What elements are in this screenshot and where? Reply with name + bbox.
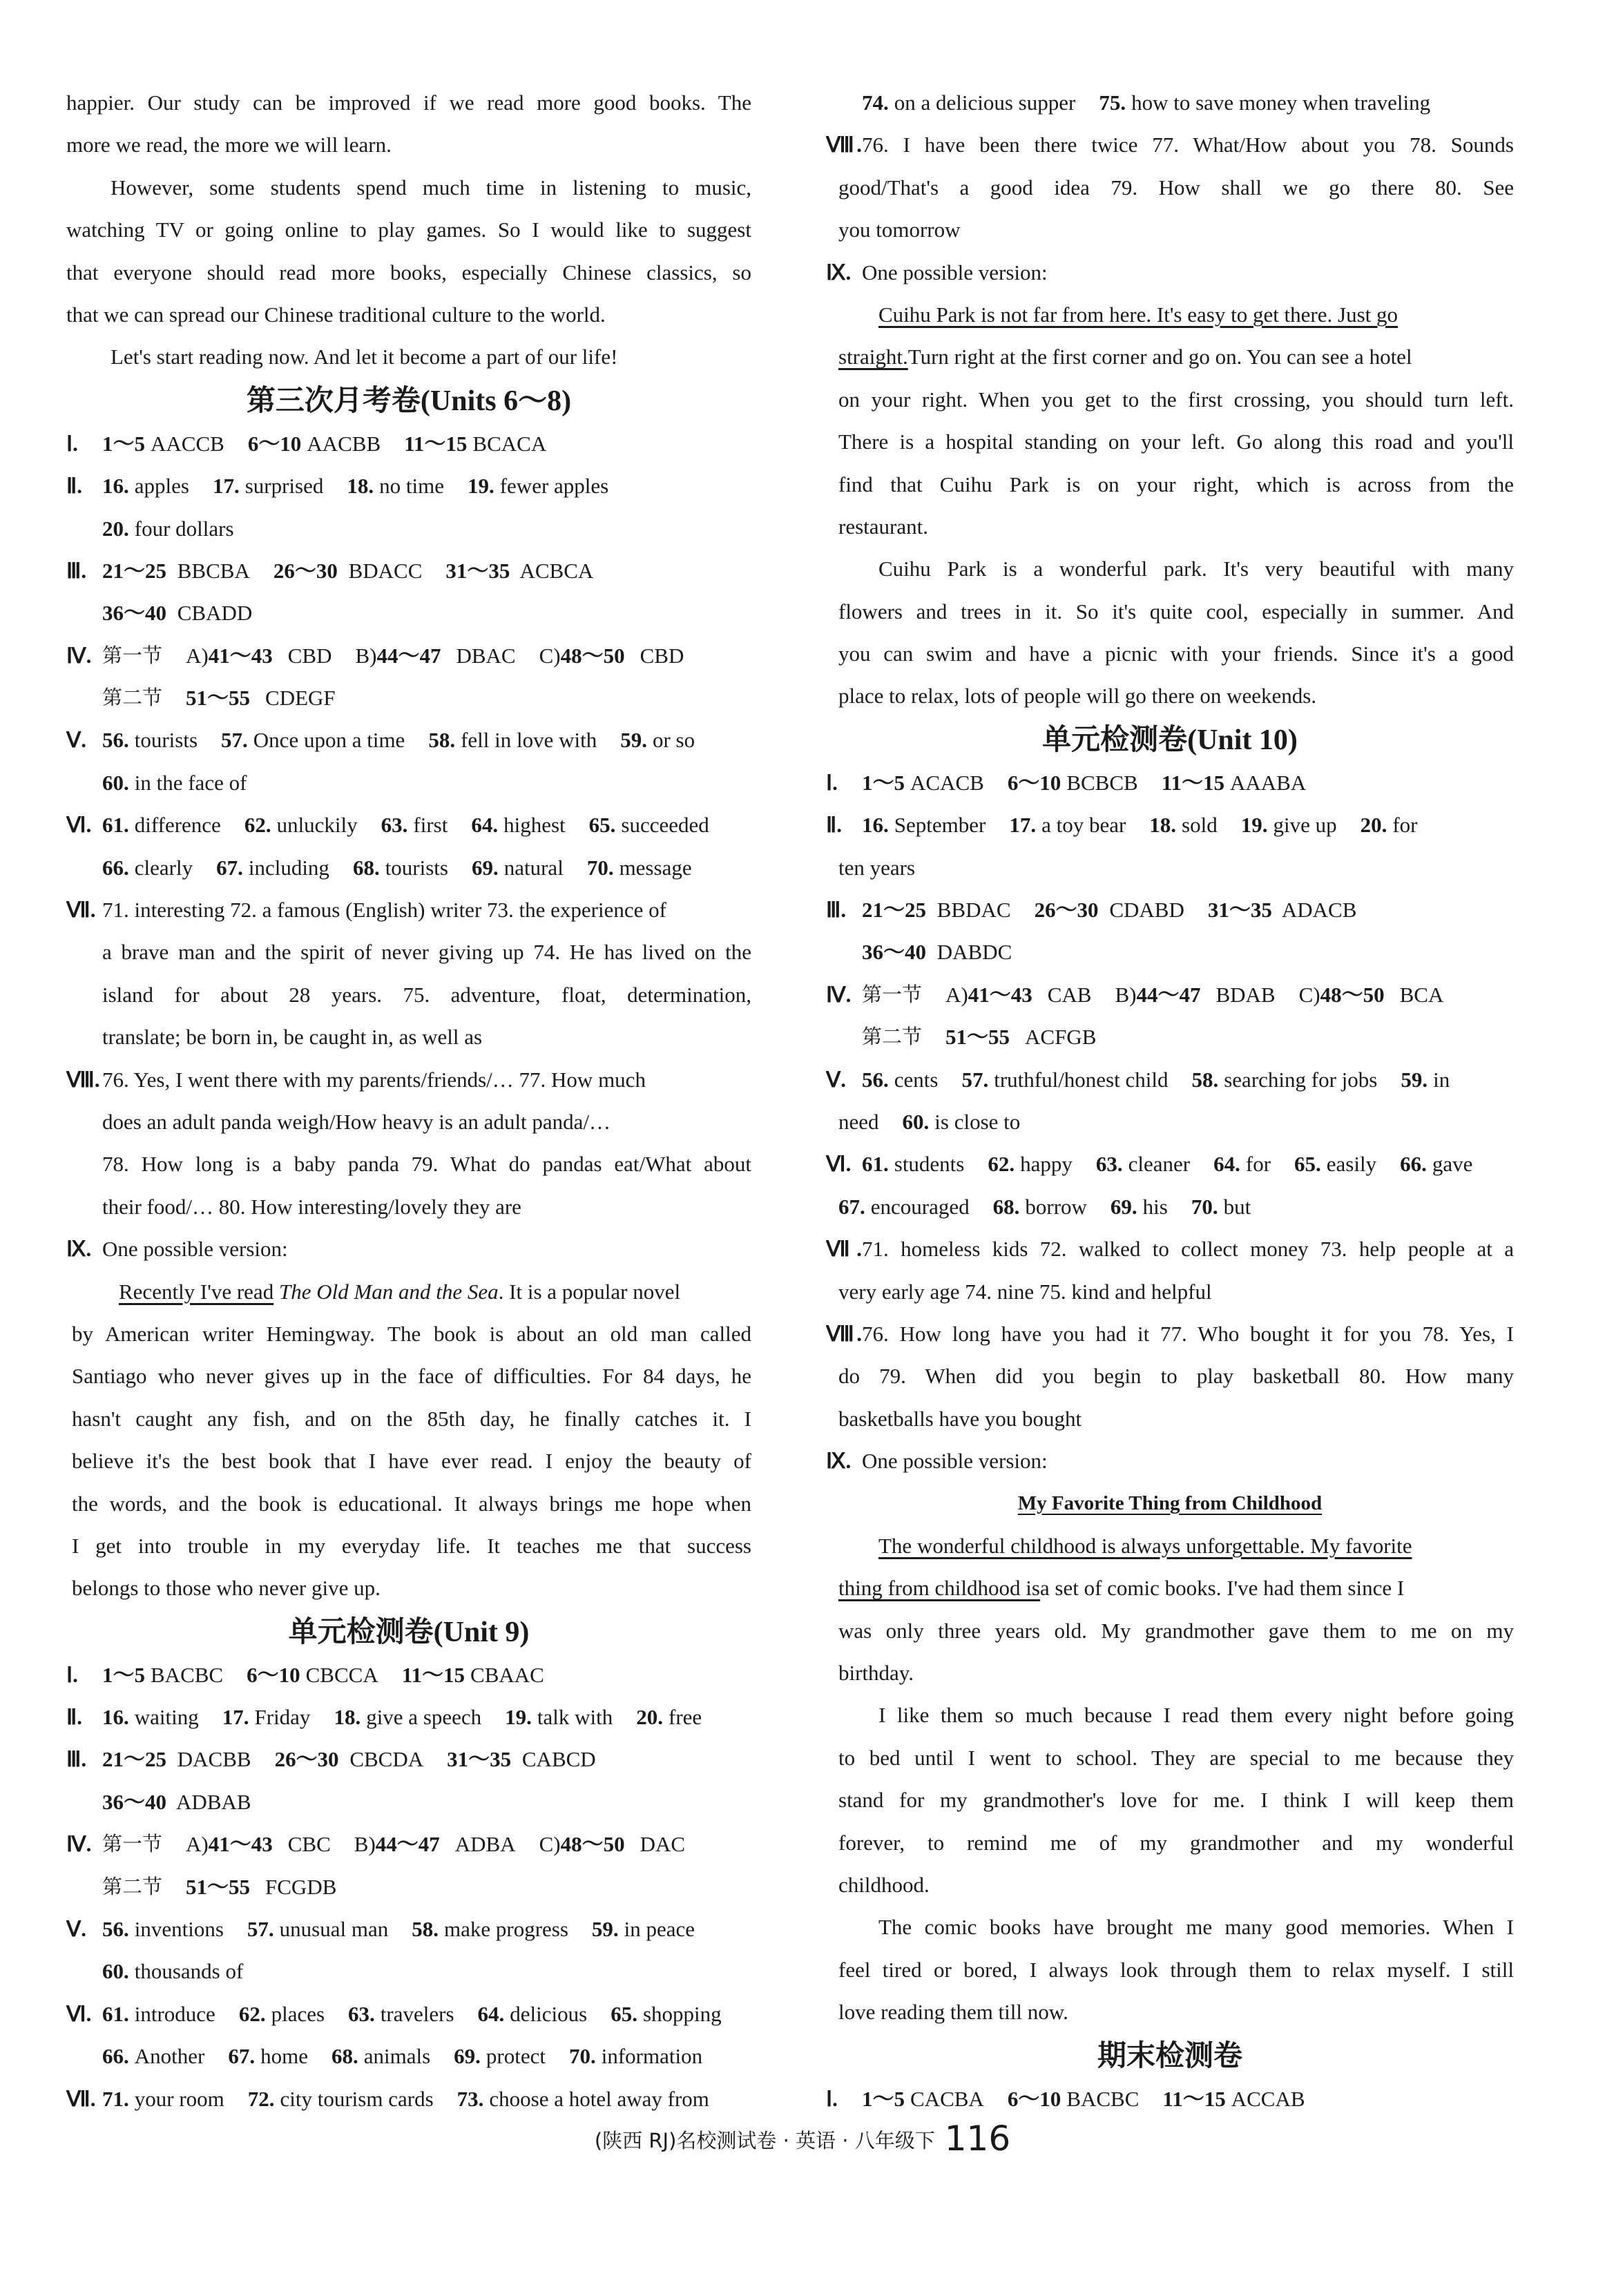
answer-row: Ⅷ.76. I have been there twice 77. What/How about you 78. Sounds (826, 133, 1514, 157)
answer-row: need 60. is close to (838, 1109, 1021, 1134)
text-line: However, some students spend much time in listening to music, (110, 175, 751, 200)
left-column (66, 81, 751, 2120)
answer-row: Ⅰ. 1～5 BACBC 6～10 CBCCA 11～15 CBAAC (66, 1662, 544, 1687)
answer-row: island for about 28 years. 75. adventure, float, determination, (102, 982, 751, 1007)
answer-row: Ⅴ. 56. inventions 57. unusual man 58. make progress 59. in peace (66, 1917, 695, 1942)
essay-line: place to relax, lots of people will go there on weekends. (838, 684, 1317, 708)
right-column (826, 81, 1514, 2120)
answer-row: very early age 74. nine 75. kind and helpful (838, 1279, 1212, 1304)
answer-row: Ⅵ. 61. difference 62. unluckily 63. first 64. highest 65. succeeded (66, 813, 709, 838)
essay-line: I like them so much because I read them every night before going (878, 1703, 1514, 1728)
answer-row: does an adult panda weigh/How heavy is an adult panda/… (102, 1109, 611, 1134)
essay-line: straight. Turn right at the first corner and go on. You can see a hotel (838, 345, 1412, 369)
text-line: happier. Our study can be improved if we read more good books. The (66, 90, 751, 115)
answer-row: do 79. When did you begin to play basketball 80. How many (838, 1364, 1514, 1389)
answer-row: Ⅲ. 21～25 BBCBA 26～30 BDACC 31～35 ACBCA (66, 558, 594, 583)
essay-line: on your right. When you get to the first crossing, you should turn left. (838, 387, 1514, 412)
answer-row: good/That's a good idea 79. How shall we go there 80. See (838, 175, 1514, 200)
answer-row: Ⅴ. 56. cents 57. truthful/honest child 58. searching for jobs 59. in (826, 1067, 1450, 1092)
answer-row: 74. on a delicious supper 75. how to save money when traveling (862, 90, 1431, 115)
essay-line: Cuihu Park is not far from here. It's easy to get there. Just go (878, 302, 1399, 327)
answer-row: their food/… 80. How interesting/lovely they are (102, 1194, 521, 1219)
section-title: 期末检测卷 (1097, 2038, 1242, 2072)
answer-row: Ⅳ. 第一节 A) 41～43 CBC B) 44～47 ADBA C) 48～50 DAC (66, 1832, 686, 1857)
answer-row: Ⅶ.71. homeless kids 72. walked to collect money 73. help people at a (826, 1237, 1514, 1262)
answer-row: Ⅱ. 16. September 17. a toy bear 18. sold 19. give up 20. for (826, 813, 1418, 838)
essay-line: the words, and the book is educational. It always brings me hope when (72, 1491, 751, 1516)
answer-row: Ⅲ. 21～25 DACBB 26～30 CBCDA 31～35 CABCD (66, 1747, 596, 1772)
answer-row: Ⅰ. 1～5 CACBA 6～10 BACBC 11～15 ACCAB (826, 2086, 1305, 2111)
essay-line: Recently I've read The Old Man and the Sea . It is a popular novel (119, 1279, 681, 1304)
text-line: Let's start reading now. And let it become a part of our life! (110, 345, 618, 369)
answer-row: 36～40 DABDC (862, 940, 1012, 965)
page-footer (0, 2119, 1605, 2159)
text-line: more we read, the more we will learn. (66, 133, 392, 157)
section-title: 单元检测卷(Unit 9) (288, 1614, 530, 1648)
answer-row: Ⅱ. 16. apples 17. surprised 18. no time 19. fewer apples (66, 474, 609, 499)
answer-row: 20. four dollars (102, 516, 234, 541)
essay-line: childhood. (838, 1873, 930, 1898)
answer-row: 第二节 51～55 ACFGB (862, 1025, 1097, 1050)
text-line: that everyone should read more books, especially Chinese classics, so (66, 260, 751, 284)
footer-text: (陕西 RJ)名校测试卷 · 英语 · 八年级下 (594, 2129, 935, 2152)
answer-row: 78. How long is a baby panda 79. What do pandas eat/What about (102, 1152, 751, 1177)
answer-row: Ⅴ. 56. tourists 57. Once upon a time 58. fell in love with 59. or so (66, 728, 695, 753)
answer-row: a brave man and the spirit of never giving up 74. He has lived on the (102, 940, 751, 965)
essay-line: find that Cuihu Park is on your right, which is across from the (838, 472, 1514, 496)
answer-row: 66. clearly 67. including 68. tourists 69. natural 70. message (102, 855, 692, 880)
essay-line: was only three years old. My grandmother gave them to me on my (838, 1618, 1514, 1643)
answer-row: basketballs have you bought (838, 1406, 1082, 1431)
text-line: watching TV or going online to play games. So I would like to suggest (66, 218, 751, 242)
answer-row: 36～40 ADBAB (102, 1789, 251, 1814)
answer-row: 第二节 51～55 FCGDB (102, 1874, 337, 1899)
answer-row: Ⅸ. One possible version: (66, 1237, 288, 1262)
answer-row: Ⅱ. 16. waiting 17. Friday 18. give a speech 19. talk with 20. free (66, 1705, 702, 1730)
essay-line: The wonderful childhood is always unforgettable. My favorite (878, 1533, 1412, 1558)
essay-line: love reading them till now. (838, 2000, 1068, 2025)
answer-row: 60. thousands of (102, 1959, 244, 1984)
answer-row: 第二节 51～55 CDEGF (102, 686, 336, 711)
essay-line: thing from childhood is a set of comic books. I've had them since I (838, 1576, 1405, 1601)
essay-line: I get into trouble in my everyday life. It teaches me that success (72, 1533, 751, 1558)
essay-line: flowers and trees in it. So it's quite cool, especially in summer. And (838, 599, 1514, 624)
answer-row: 60. in the face of (102, 770, 247, 795)
essay-line: Cuihu Park is a wonderful park. It's very beautiful with many (878, 557, 1514, 581)
answer-row: Ⅲ. 21～25 BBDAC 26～30 CDABD 31～35 ADACB (826, 898, 1357, 923)
essay-line: hasn't caught any fish, and on the 85th day, he finally catches it. I (72, 1406, 751, 1431)
essay-line: belongs to those who never give up. (72, 1576, 381, 1601)
text-line: that we can spread our Chinese traditional culture to the world. (66, 302, 606, 327)
essay-line: birthday. (838, 1661, 914, 1686)
essay-line: stand for my grandmother's love for me. I think I will keep them (838, 1788, 1514, 1813)
answer-row: Ⅸ. One possible version: (826, 1449, 1048, 1474)
answer-row: Ⅷ.76. How long have you had it 77. Who bought it for you 78. Yes, I (826, 1321, 1514, 1346)
answer-row: Ⅳ. 第一节 A) 41～43 CAB B) 44～47 BDAB C) 48～50 BCA (826, 982, 1444, 1007)
answer-row: Ⅵ. 61. introduce 62. places 63. travelers 64. delicious 65. shopping (66, 2001, 722, 2026)
essay-line: you can swim and have a picnic with your friends. Since it's a good (838, 641, 1514, 666)
answer-row: Ⅰ. 1～5 AACCB 6～10 AACBB 11～15 BCACA (66, 431, 547, 456)
answer-row: 36～40 CBADD (102, 601, 253, 626)
essay-line: to bed until I went to school. They are special to me because they (838, 1745, 1514, 1770)
answer-row: Ⅳ. 第一节 A) 41～43 CBD B) 44～47 DBAC C) 48～50 CBD (66, 643, 684, 668)
answer-row: Ⅰ. 1～5 ACACB 6～10 BCBCB 11～15 AAABA (826, 770, 1307, 795)
answer-row: Ⅶ. 71. interesting 72. a famous (English) writer 73. the experience of (66, 898, 666, 923)
section-title: 第三次月考卷(Units 6～8) (246, 383, 572, 417)
essay-line: forever, to remind me of my grandmother and my wonderful (838, 1830, 1514, 1855)
answer-row: 67. encouraged 68. borrow 69. his 70. but (838, 1194, 1251, 1219)
essay-line: There is a hospital standing on your left. Go along this road and you'll (838, 430, 1514, 454)
page-number: 116 (944, 2119, 1011, 2159)
essay-line: feel tired or bored, I always look through them to relax myself. I still (838, 1957, 1514, 1982)
answer-row: ten years (838, 855, 916, 880)
essay-line: restaurant. (838, 514, 928, 539)
answer-row: translate; be born in, be caught in, as well as (102, 1025, 483, 1050)
essay-line: Santiago who never gives up in the face of difficulties. For 84 days, he (72, 1364, 751, 1389)
answer-row: Ⅸ. One possible version: (826, 260, 1048, 284)
answer-row: Ⅶ. 71. your room 72. city tourism cards 73. choose a hotel away from (66, 2086, 709, 2111)
answer-row: Ⅵ. 61. students 62. happy 63. cleaner 64. for 65. easily 66. gave (826, 1152, 1473, 1177)
essay-line: believe it's the best book that I have ever read. I enjoy the beauty of (72, 1449, 751, 1474)
section-title: 单元检测卷(Unit 10) (1042, 722, 1298, 756)
essay-title: My Favorite Thing from Childhood (1017, 1492, 1323, 1514)
essay-line: by American writer Hemingway. The book is about an old man called (72, 1321, 751, 1346)
essay-line: The comic books have brought me many good memories. When I (878, 1915, 1514, 1940)
answer-row: 66. Another 67. home 68. animals 69. protect 70. information (102, 2044, 703, 2069)
answer-row: Ⅷ. 76. Yes, I went there with my parents/friends/… 77. How much (66, 1067, 646, 1092)
answer-row: you tomorrow (838, 218, 961, 242)
